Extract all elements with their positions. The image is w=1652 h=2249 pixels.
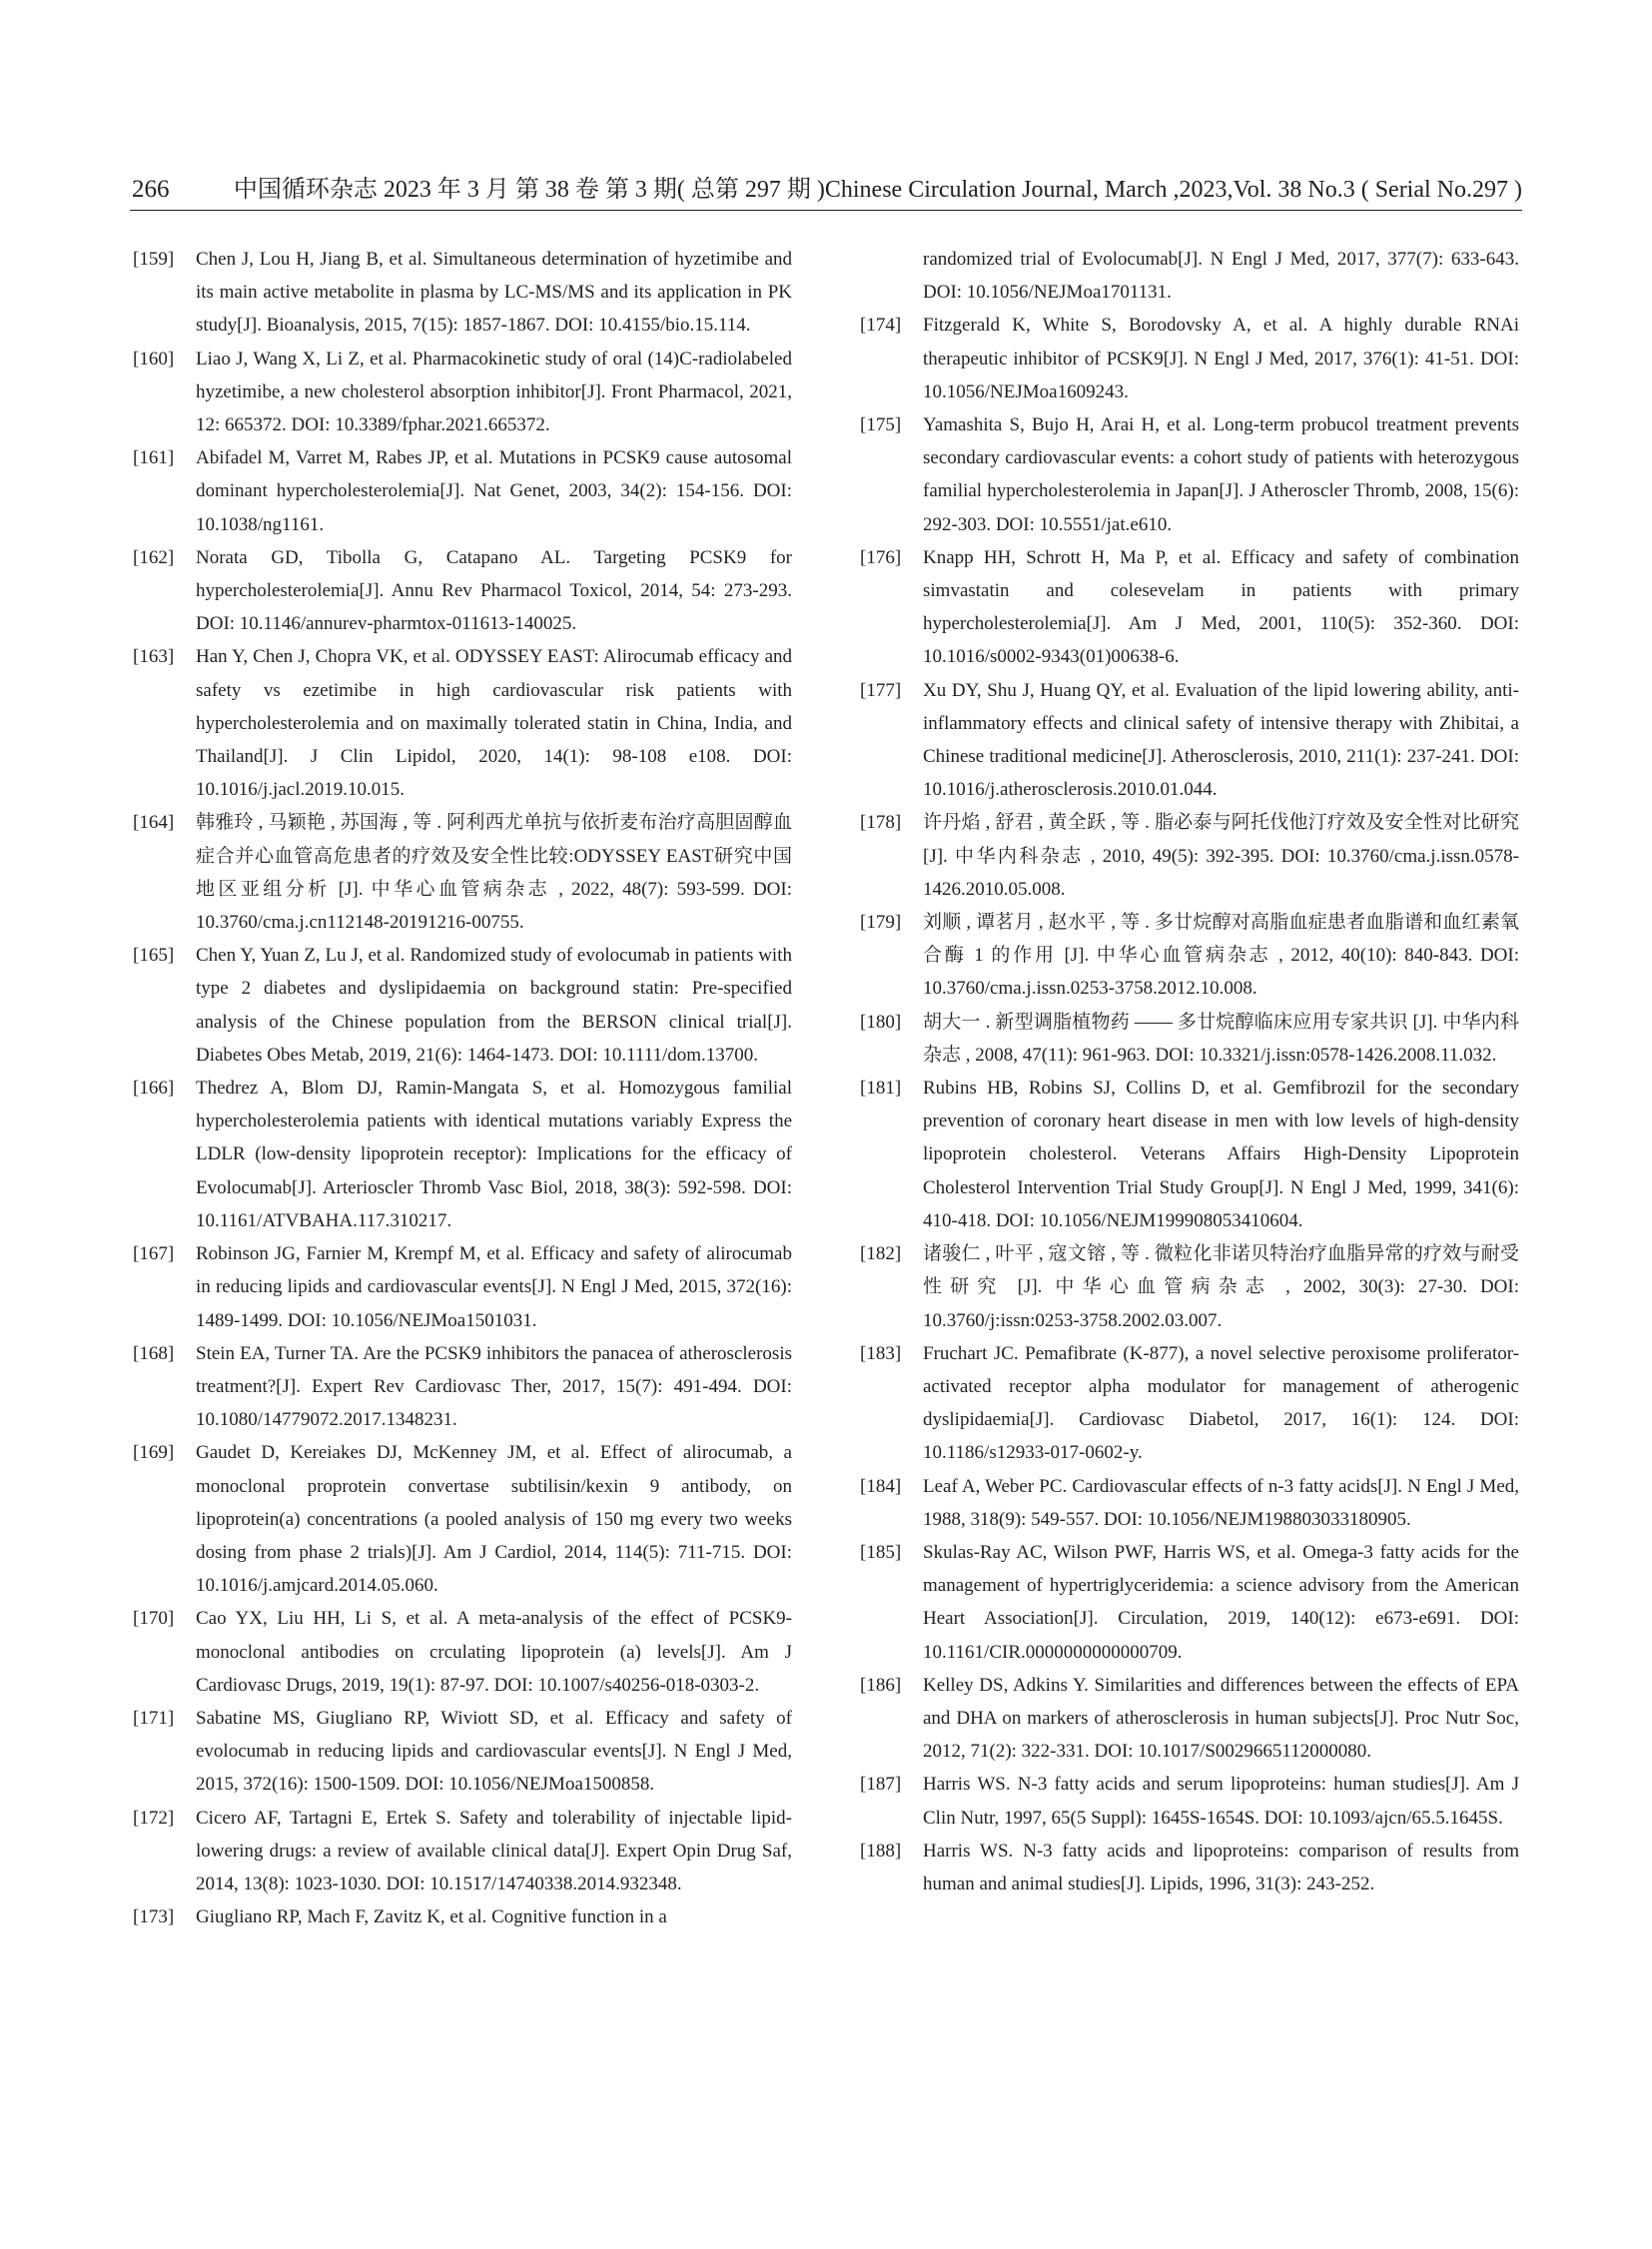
reference-item bbox=[133, 939, 792, 1072]
reference-text: 韩雅玲 , 马颖艳 , 苏国海 , 等 . 阿利西尤单抗与依折麦布治疗高胆固醇血症合并心血管高危患者的疗效及安全性比较:ODYSSEY EAST研究中国地区亚组分析 [J]. 中华心血管病杂志 , 2022, 48(7): 593-599. DOI: 10.3760/cma.j.cn112148-20191216-00755. bbox=[196, 812, 792, 934]
reference-text: Abifadel M, Varret M, Rabes JP, et al. Mutations in PCSK9 cause autosomal dominant hypercholesterolemia[J]. Nat Genet, 2003, 34(2): 154-156. DOI: 10.1038/ng1161. bbox=[196, 447, 792, 535]
reference-number: [166] bbox=[133, 1078, 175, 1100]
reference-number: [162] bbox=[133, 546, 175, 568]
reference-number: [183] bbox=[860, 1342, 902, 1364]
references-left-column bbox=[133, 243, 792, 1933]
reference-text: Han Y, Chen J, Chopra VK, et al. ODYSSEY EAST: Alirocumab efficacy and safety vs ezetimibe in high cardiovascular risk patients with hypercholesterolemia and on maximally tolerated statin in China, India, and Thailand[J]. J Clin Lipidol, 2020, 14(1): 98-108 e108. DOI: 10.1016/j.jacl.2019.10.015. bbox=[196, 646, 792, 801]
reference-number: [175] bbox=[860, 414, 902, 436]
reference-item bbox=[860, 408, 1519, 541]
reference-number: [159] bbox=[133, 249, 175, 270]
reference-text: 刘顺 , 谭茗月 , 赵水平 , 等 . 多廿烷醇对高脂血症患者血脂谱和血红素氧合酶 1 的作用 [J]. 中华心血管病杂志 , 2012, 40(10): 840-843. DOI: 10.3760/cma.j.issn.0253-3758.2012.10.008. bbox=[923, 912, 1519, 1000]
reference-number: [181] bbox=[860, 1078, 902, 1100]
reference-item bbox=[860, 1835, 1519, 1900]
reference-text: 胡大一 . 新型调脂植物药 —— 多廿烷醇临床应用专家共识 [J]. 中华内科杂志 , 2008, 47(11): 961-963. DOI: 10.3321/j.issn:0578-1426.2008.11.032. bbox=[923, 1011, 1519, 1066]
reference-number: [163] bbox=[133, 646, 175, 668]
reference-text: Harris WS. N-3 fatty acids and serum lipoproteins: human studies[J]. Am J Clin Nutr, 1997, 65(5 Suppl): 1645S-1654S. DOI: 10.1093/ajcn/65.5.1645S. bbox=[923, 1774, 1519, 1829]
reference-number: [182] bbox=[860, 1243, 902, 1265]
reference-item bbox=[133, 1072, 792, 1237]
reference-text: Chen J, Lou H, Jiang B, et al. Simultaneous determination of hyzetimibe and its main active metabolite in plasma by LC-MS/MS and its application in PK study[J]. Bioanalysis, 2015, 7(15): 1857-1867. DOI: 10.4155/bio.15.114. bbox=[196, 249, 792, 337]
reference-text: Stein EA, Turner TA. Are the PCSK9 inhibitors the panacea of atherosclerosis treatment?[J]. Expert Rev Cardiovasc Ther, 2017, 15(7): 491-494. DOI: 10.1080/14779072.2017.1348231. bbox=[196, 1342, 792, 1431]
reference-continuation bbox=[860, 243, 1519, 309]
reference-item bbox=[133, 806, 792, 939]
reference-text: Gaudet D, Kereiakes DJ, McKenney JM, et al. Effect of alirocumab, a monoclonal proprotein convertase subtilisin/kexin 9 antibody, on lipoprotein(a) concentrations (a pooled analysis of 150 mg every two weeks dosing from phase 2 trials)[J]. Am J Cardiol, 2014, 114(5): 711-715. DOI: 10.1016/j.amjcard.2014.05.060. bbox=[196, 1442, 792, 1597]
reference-number: [167] bbox=[133, 1243, 175, 1265]
reference-item bbox=[133, 243, 792, 343]
reference-text: randomized trial of Evolocumab[J]. N Engl J Med, 2017, 377(7): 633-643. DOI: 10.1056/NEJMoa1701131. bbox=[923, 249, 1519, 304]
reference-number: [185] bbox=[860, 1541, 902, 1563]
reference-text: Sabatine MS, Giugliano RP, Wiviott SD, et al. Efficacy and safety of evolocumab in reducing lipids and cardiovascular events[J]. N Engl J Med, 2015, 372(16): 1500-1509. DOI: 10.1056/NEJMoa1500858. bbox=[196, 1707, 792, 1796]
references-right-column bbox=[860, 243, 1519, 1900]
reference-number: [160] bbox=[133, 348, 175, 370]
reference-number: [174] bbox=[860, 315, 902, 337]
reference-text: Skulas-Ray AC, Wilson PWF, Harris WS, et al. Omega-3 fatty acids for the management of hypertriglyceridemia: a science advisory from the American Heart Association[J]. Circulation, 2019, 140(12): e673-e691. DOI: 10.1161/CIR.0000000000000709. bbox=[923, 1541, 1519, 1663]
reference-text: Xu DY, Shu J, Huang QY, et al. Evaluation of the lipid lowering ability, anti-inflammatory effects and clinical safety of intensive therapy with Zhibitai, a Chinese traditional medicine[J]. Atherosclerosis, 2010, 211(1): 237-241. DOI: 10.1016/j.atherosclerosis.2010.01.044. bbox=[923, 679, 1519, 801]
reference-item bbox=[860, 674, 1519, 807]
page-number: 266 bbox=[132, 176, 170, 203]
reference-item bbox=[860, 1768, 1519, 1834]
reference-item bbox=[133, 1702, 792, 1802]
reference-number: [187] bbox=[860, 1774, 902, 1796]
reference-text: Harris WS. N-3 fatty acids and lipoproteins: comparison of results from human and animal studies[J]. Lipids, 1996, 31(3): 243-252. bbox=[923, 1840, 1519, 1894]
reference-number: [176] bbox=[860, 546, 902, 568]
reference-item bbox=[860, 1237, 1519, 1337]
reference-item bbox=[860, 309, 1519, 408]
journal-running-title: 中国循环杂志 2023 年 3 月 第 38 卷 第 3 期( 总第 297 期 )Chinese Circulation Journal, March ,2023,Vol. 38 No.3 ( Serial No.297 ) bbox=[233, 177, 1522, 203]
reference-item bbox=[133, 640, 792, 806]
reference-text: 许丹焰 , 舒君 , 黄全跃 , 等 . 脂必泰与阿托伐他汀疗效及安全性对比研究 [J]. 中华内科杂志 , 2010, 49(5): 392-395. DOI: 10.3760/cma.j.issn.0578-1426.2010.05.008. bbox=[923, 812, 1519, 900]
reference-number: [179] bbox=[860, 912, 902, 934]
page-header bbox=[130, 170, 1522, 211]
reference-number: [188] bbox=[860, 1840, 902, 1862]
reference-number: [184] bbox=[860, 1475, 902, 1497]
reference-number: [172] bbox=[133, 1807, 175, 1829]
reference-item bbox=[860, 1337, 1519, 1470]
reference-number: [186] bbox=[860, 1674, 902, 1696]
reference-number: [177] bbox=[860, 679, 902, 701]
reference-item bbox=[133, 1802, 792, 1901]
reference-item bbox=[133, 441, 792, 541]
reference-text: 诸骏仁 , 叶平 , 寇文镕 , 等 . 微粒化非诺贝特治疗血脂异常的疗效与耐受性研究 [J]. 中华心血管病杂志 , 2002, 30(3): 27-30. DOI: 10.3760/j:issn:0253-3758.2002.03.007. bbox=[923, 1243, 1519, 1331]
reference-item bbox=[133, 1237, 792, 1337]
reference-number: [165] bbox=[133, 945, 175, 967]
reference-item bbox=[860, 1536, 1519, 1669]
reference-item bbox=[133, 343, 792, 442]
reference-text: Kelley DS, Adkins Y. Similarities and differences between the effects of EPA and DHA on markers of atherosclerosis in human subjects[J]. Proc Nutr Soc, 2012, 71(2): 322-331. DOI: 10.1017/S0029665112000080. bbox=[923, 1674, 1519, 1763]
reference-item bbox=[860, 906, 1519, 1006]
reference-item bbox=[860, 1006, 1519, 1072]
reference-text: Norata GD, Tibolla G, Catapano AL. Targeting PCSK9 for hypercholesterolemia[J]. Annu Rev Pharmacol Toxicol, 2014, 54: 273-293. DOI: 10.1146/annurev-pharmtox-011613-140025. bbox=[196, 546, 792, 635]
reference-text: Robinson JG, Farnier M, Krempf M, et al. Efficacy and safety of alirocumab in reducing lipids and cardiovascular events[J]. N Engl J Med, 2015, 372(16): 1489-1499. DOI: 10.1056/NEJMoa1501031. bbox=[196, 1243, 792, 1331]
reference-text: Cao YX, Liu HH, Li S, et al. A meta-analysis of the effect of PCSK9-monoclonal antibodies on crculating lipoprotein (a) levels[J]. Am J Cardiovasc Drugs, 2019, 19(1): 87-97. DOI: 10.1007/s40256-018-0303-2. bbox=[196, 1608, 792, 1696]
reference-text: Liao J, Wang X, Li Z, et al. Pharmacokinetic study of oral (14)C-radiolabeled hyzetimibe, a new cholesterol absorption inhibitor[J]. Front Pharmacol, 2021, 12: 665372. DOI: 10.3389/fphar.2021.665372. bbox=[196, 348, 792, 436]
reference-text: Fitzgerald K, White S, Borodovsky A, et al. A highly durable RNAi therapeutic inhibitor of PCSK9[J]. N Engl J Med, 2017, 376(1): 41-51. DOI: 10.1056/NEJMoa1609243. bbox=[923, 315, 1519, 402]
reference-item bbox=[133, 1436, 792, 1602]
reference-text: Knapp HH, Schrott H, Ma P, et al. Efficacy and safety of combination simvastatin and colesevelam in patients with primary hypercholesterolemia[J]. Am J Med, 2001, 110(5): 352-360. DOI: 10.1016/s0002-9343(01)00638-6. bbox=[923, 546, 1519, 668]
reference-text: Fruchart JC. Pemafibrate (K-877), a novel selective peroxisome proliferator-activated receptor alpha modulator for management of atherogenic dyslipidaemia[J]. Cardiovasc Diabetol, 2017, 16(1): 124. DOI: 10.1186/s12933-017-0602-y. bbox=[923, 1342, 1519, 1464]
reference-number: [161] bbox=[133, 447, 175, 469]
reference-number: [178] bbox=[860, 812, 902, 834]
reference-item bbox=[860, 1470, 1519, 1536]
reference-item bbox=[860, 1669, 1519, 1769]
reference-item bbox=[133, 541, 792, 641]
reference-item bbox=[860, 806, 1519, 906]
reference-number: [171] bbox=[133, 1707, 175, 1729]
reference-number: [168] bbox=[133, 1342, 175, 1364]
reference-item bbox=[860, 1072, 1519, 1237]
reference-text: Thedrez A, Blom DJ, Ramin-Mangata S, et al. Homozygous familial hypercholesterolemia patients with identical mutations variably Express the LDLR (low-density lipoprotein receptor): Implications for the efficacy of Evolocumab[J]. Arterioscler Thromb Vasc Biol, 2018, 38(3): 592-598. DOI: 10.1161/ATVBAHA.117.310217. bbox=[196, 1078, 792, 1231]
reference-item bbox=[133, 1337, 792, 1437]
reference-text: Cicero AF, Tartagni E, Ertek S. Safety and tolerability of injectable lipid-lowering drugs: a review of available clinical data[J]. Expert Opin Drug Saf, 2014, 13(8): 1023-1030. DOI: 10.1517/14740338.2014.932348. bbox=[196, 1807, 792, 1894]
reference-item bbox=[133, 1602, 792, 1702]
reference-text: Yamashita S, Bujo H, Arai H, et al. Long-term probucol treatment prevents secondary cardiovascular events: a cohort study of patients with heterozygous familial hypercholesterolemia in Japan[J]. J Atheroscler Thromb, 2008, 15(6): 292-303. DOI: 10.5551/jat.e610. bbox=[923, 414, 1519, 535]
reference-number: [169] bbox=[133, 1442, 175, 1464]
reference-item bbox=[133, 1900, 792, 1933]
reference-number: [164] bbox=[133, 812, 175, 834]
reference-number: [173] bbox=[133, 1906, 175, 1928]
reference-number: [170] bbox=[133, 1608, 175, 1630]
reference-text: Giugliano RP, Mach F, Zavitz K, et al. Cognitive function in a bbox=[196, 1906, 667, 1928]
reference-item bbox=[860, 541, 1519, 674]
reference-text: Chen Y, Yuan Z, Lu J, et al. Randomized study of evolocumab in patients with type 2 diabetes and dyslipidaemia on background statin: Pre-specified analysis of the Chinese population from the BERSON clinical trial[J]. Diabetes Obes Metab, 2019, 21(6): 1464-1473. DOI: 10.1111/dom.13700. bbox=[196, 945, 792, 1066]
reference-text: Leaf A, Weber PC. Cardiovascular effects of n-3 fatty acids[J]. N Engl J Med, 1988, 318(9): 549-557. DOI: 10.1056/NEJM198803033180905. bbox=[923, 1475, 1519, 1530]
reference-number: [180] bbox=[860, 1011, 902, 1033]
reference-text: Rubins HB, Robins SJ, Collins D, et al. Gemfibrozil for the secondary prevention of coronary heart disease in men with low levels of high-density lipoprotein cholesterol. Veterans Affairs High-Density Lipoprotein Cholesterol Intervention Trial Study Group[J]. N Engl J Med, 1999, 341(6): 410-418. DOI: 10.1056/NEJM199908053410604. bbox=[923, 1078, 1519, 1231]
